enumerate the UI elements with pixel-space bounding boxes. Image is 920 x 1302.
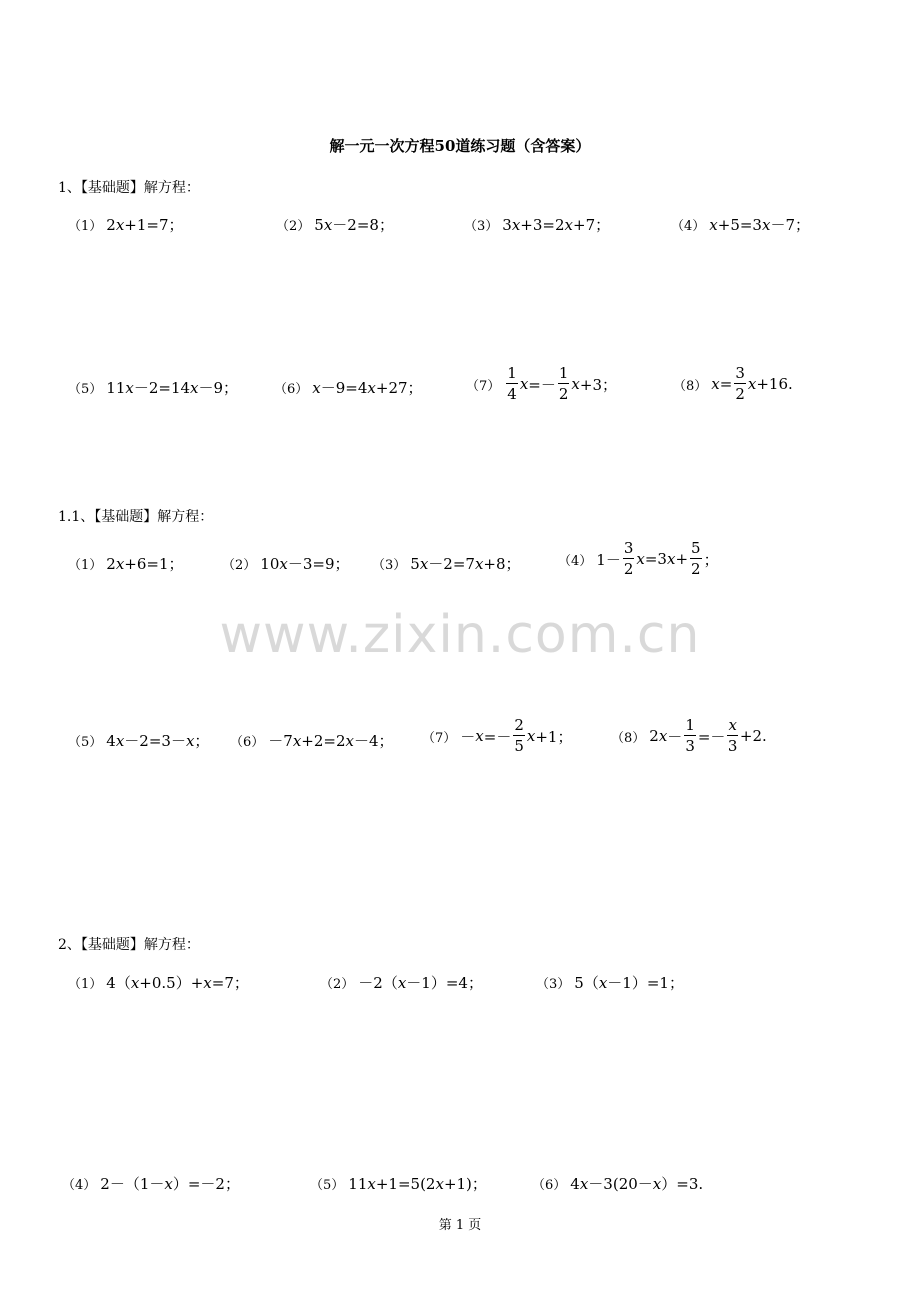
term: －7； bbox=[770, 216, 810, 234]
variable: x bbox=[511, 215, 521, 234]
problem-number: （1） bbox=[68, 977, 103, 992]
problem-1-3 bbox=[464, 214, 610, 235]
problem-number: （8） bbox=[611, 730, 646, 746]
variable: x bbox=[475, 727, 484, 745]
term: 4 bbox=[106, 731, 116, 750]
variable: x bbox=[636, 550, 645, 568]
term: +3=2 bbox=[520, 215, 565, 234]
variable: x bbox=[367, 1174, 376, 1193]
term: 4（ bbox=[106, 974, 131, 992]
term: 11 bbox=[348, 1174, 368, 1193]
term: －2=7 bbox=[428, 555, 475, 573]
term: 5 bbox=[314, 215, 324, 234]
term: +2. bbox=[739, 727, 767, 745]
term: = bbox=[719, 375, 733, 393]
problem-1.1-8 bbox=[611, 718, 767, 754]
fraction bbox=[734, 366, 746, 402]
term: +1)； bbox=[443, 1175, 487, 1193]
term: － bbox=[667, 727, 683, 746]
term: ）=－2； bbox=[172, 1175, 240, 1193]
variable: x bbox=[115, 731, 125, 750]
term: －2=14 bbox=[133, 379, 191, 397]
variable: x bbox=[130, 973, 140, 992]
variable: x bbox=[312, 378, 321, 397]
variable: x bbox=[115, 554, 125, 573]
fraction bbox=[690, 541, 702, 577]
problem-1.1-6 bbox=[230, 730, 394, 751]
problem-number: （3） bbox=[536, 977, 571, 992]
variable: x bbox=[419, 554, 429, 573]
problem-2-3 bbox=[536, 972, 684, 993]
problem-number: （3） bbox=[372, 558, 407, 573]
term: +6=1； bbox=[124, 555, 184, 573]
problem-1.1-5 bbox=[68, 730, 209, 751]
term: +2=2 bbox=[301, 731, 346, 750]
term: －9=4 bbox=[320, 379, 368, 397]
term: 2 bbox=[649, 727, 659, 745]
variable: x bbox=[164, 1174, 173, 1193]
denominator: 2 bbox=[735, 385, 745, 403]
problem-number: （7） bbox=[466, 378, 501, 394]
term: =－ bbox=[697, 727, 726, 746]
numerator: 1 bbox=[685, 716, 695, 734]
problem-number: （1） bbox=[68, 558, 103, 573]
variable: x bbox=[115, 215, 125, 234]
variable: x bbox=[571, 375, 580, 393]
problem-2-6 bbox=[532, 1173, 703, 1194]
term: 5（ bbox=[574, 974, 599, 992]
variable: x bbox=[652, 1174, 662, 1193]
page-title: 解一元一次方程50道练习题（含答案） bbox=[329, 137, 591, 155]
variable: x bbox=[279, 554, 288, 573]
variable: x bbox=[711, 375, 720, 393]
variable: x bbox=[761, 215, 771, 234]
section-1-header: 1、【基础题】解方程： bbox=[58, 180, 200, 196]
problem-1-6 bbox=[274, 377, 423, 398]
problem-1.1-2 bbox=[222, 553, 350, 574]
problem-number: （2） bbox=[222, 558, 257, 573]
variable: x bbox=[190, 378, 199, 397]
variable: x bbox=[474, 554, 484, 573]
problem-1-4 bbox=[671, 214, 810, 235]
variable: x bbox=[579, 1174, 589, 1193]
denominator: 5 bbox=[514, 737, 524, 755]
page-footer: 第 1 页 bbox=[438, 1218, 482, 1233]
term: 11 bbox=[106, 378, 126, 397]
term: =－ bbox=[528, 375, 556, 394]
problem-number: （5） bbox=[68, 382, 103, 397]
term: +1=5(2 bbox=[375, 1174, 436, 1193]
fraction bbox=[506, 366, 518, 402]
term: 4 bbox=[570, 1174, 580, 1193]
term: －3=9； bbox=[287, 555, 350, 573]
fraction bbox=[558, 366, 570, 402]
problem-2-4 bbox=[62, 1173, 240, 1194]
term: －2=8； bbox=[332, 216, 394, 234]
variable: x bbox=[345, 731, 354, 750]
problem-1.1-3 bbox=[372, 553, 521, 574]
term: 2－（1－ bbox=[100, 1175, 165, 1193]
numerator: 2 bbox=[514, 716, 524, 734]
section-2-header: 2、【基础题】解方程： bbox=[58, 937, 200, 953]
term: －2=3－ bbox=[124, 732, 186, 750]
term: 2 bbox=[106, 215, 116, 234]
term: +16. bbox=[756, 375, 793, 393]
numerator: 3 bbox=[735, 364, 745, 382]
variable: x bbox=[435, 1174, 444, 1193]
term: －9； bbox=[198, 379, 239, 397]
problem-2-2 bbox=[320, 972, 483, 993]
variable: x bbox=[598, 973, 608, 992]
variable: x bbox=[185, 731, 195, 750]
problem-2-5 bbox=[310, 1173, 487, 1194]
variable: x bbox=[292, 731, 302, 750]
term: －1）=4； bbox=[406, 974, 483, 992]
problem-1-1 bbox=[68, 214, 184, 235]
problem-number: （4） bbox=[62, 1178, 97, 1193]
term: 1－ bbox=[596, 550, 621, 569]
fraction bbox=[623, 541, 635, 577]
term: －3(20－ bbox=[588, 1175, 653, 1193]
term: 5 bbox=[410, 554, 420, 573]
problem-1-7 bbox=[466, 366, 617, 402]
term: +7； bbox=[573, 216, 611, 234]
fraction bbox=[513, 718, 525, 754]
denominator: 2 bbox=[558, 385, 569, 403]
variable: x bbox=[564, 215, 573, 234]
variable: x bbox=[397, 973, 407, 992]
problem-number: （1） bbox=[68, 219, 103, 234]
problem-number: （6） bbox=[274, 382, 309, 397]
numerator: 5 bbox=[691, 539, 701, 557]
denominator: 2 bbox=[623, 560, 634, 578]
variable: x bbox=[203, 973, 212, 992]
term: +5=3 bbox=[717, 215, 762, 234]
term: ）=3. bbox=[661, 1175, 704, 1193]
term: －7 bbox=[268, 732, 293, 750]
problem-1-5 bbox=[68, 377, 238, 398]
term: －4； bbox=[354, 732, 394, 750]
term: + bbox=[675, 550, 689, 568]
term: － bbox=[460, 727, 476, 746]
problem-1-8 bbox=[673, 366, 793, 402]
term: ； bbox=[194, 732, 210, 750]
watermark: www.zixin.com.cn bbox=[219, 605, 701, 665]
variable: x bbox=[747, 375, 757, 393]
variable: x bbox=[658, 727, 668, 745]
problem-number: （4） bbox=[671, 219, 706, 234]
term: 3 bbox=[502, 215, 512, 234]
problem-number: （4） bbox=[558, 553, 593, 569]
term: 10 bbox=[260, 554, 280, 573]
term: =－ bbox=[483, 727, 512, 746]
numerator: 1 bbox=[558, 364, 569, 382]
denominator: 3 bbox=[685, 737, 695, 755]
problem-number: （5） bbox=[68, 735, 103, 750]
numerator: x bbox=[728, 716, 737, 734]
problem-number: （6） bbox=[230, 735, 265, 750]
term: =3 bbox=[644, 550, 667, 568]
term: +27； bbox=[375, 379, 423, 397]
fraction bbox=[727, 718, 737, 754]
term: +3； bbox=[579, 375, 618, 394]
problem-1.1-7 bbox=[422, 718, 572, 754]
problem-number: （6） bbox=[532, 1178, 567, 1193]
term: +1； bbox=[535, 727, 573, 746]
variable: x bbox=[519, 375, 529, 393]
problem-2-1 bbox=[68, 972, 249, 993]
denominator: 4 bbox=[507, 385, 517, 403]
variable: x bbox=[125, 378, 134, 397]
variable: x bbox=[526, 727, 536, 745]
numerator: 1 bbox=[507, 364, 517, 382]
section-1-1-header: 1.1、【基础题】解方程： bbox=[58, 509, 214, 525]
term: +8； bbox=[483, 555, 521, 573]
problem-1.1-4 bbox=[558, 541, 719, 577]
term: +1=7； bbox=[124, 216, 184, 234]
problem-1-2 bbox=[276, 214, 394, 235]
problem-number: （2） bbox=[320, 977, 355, 992]
problem-number: （2） bbox=[276, 219, 311, 234]
problem-number: （3） bbox=[464, 219, 499, 234]
term: －2（ bbox=[358, 974, 398, 992]
term: 2 bbox=[106, 554, 116, 573]
term: －1）=1； bbox=[607, 974, 684, 992]
variable: x bbox=[367, 378, 376, 397]
denominator: 2 bbox=[691, 560, 701, 578]
fraction bbox=[684, 718, 696, 754]
variable: x bbox=[666, 550, 676, 568]
problem-number: （7） bbox=[422, 730, 457, 746]
term: =7； bbox=[211, 974, 249, 992]
term: +0.5）+ bbox=[139, 974, 204, 992]
numerator: 3 bbox=[623, 539, 634, 557]
problem-1.1-1 bbox=[68, 553, 184, 574]
problem-number: （8） bbox=[673, 378, 708, 394]
variable: x bbox=[709, 215, 718, 234]
term: ； bbox=[703, 550, 719, 569]
problem-number: （5） bbox=[310, 1178, 345, 1193]
variable: x bbox=[323, 215, 333, 234]
denominator: 3 bbox=[727, 737, 738, 755]
